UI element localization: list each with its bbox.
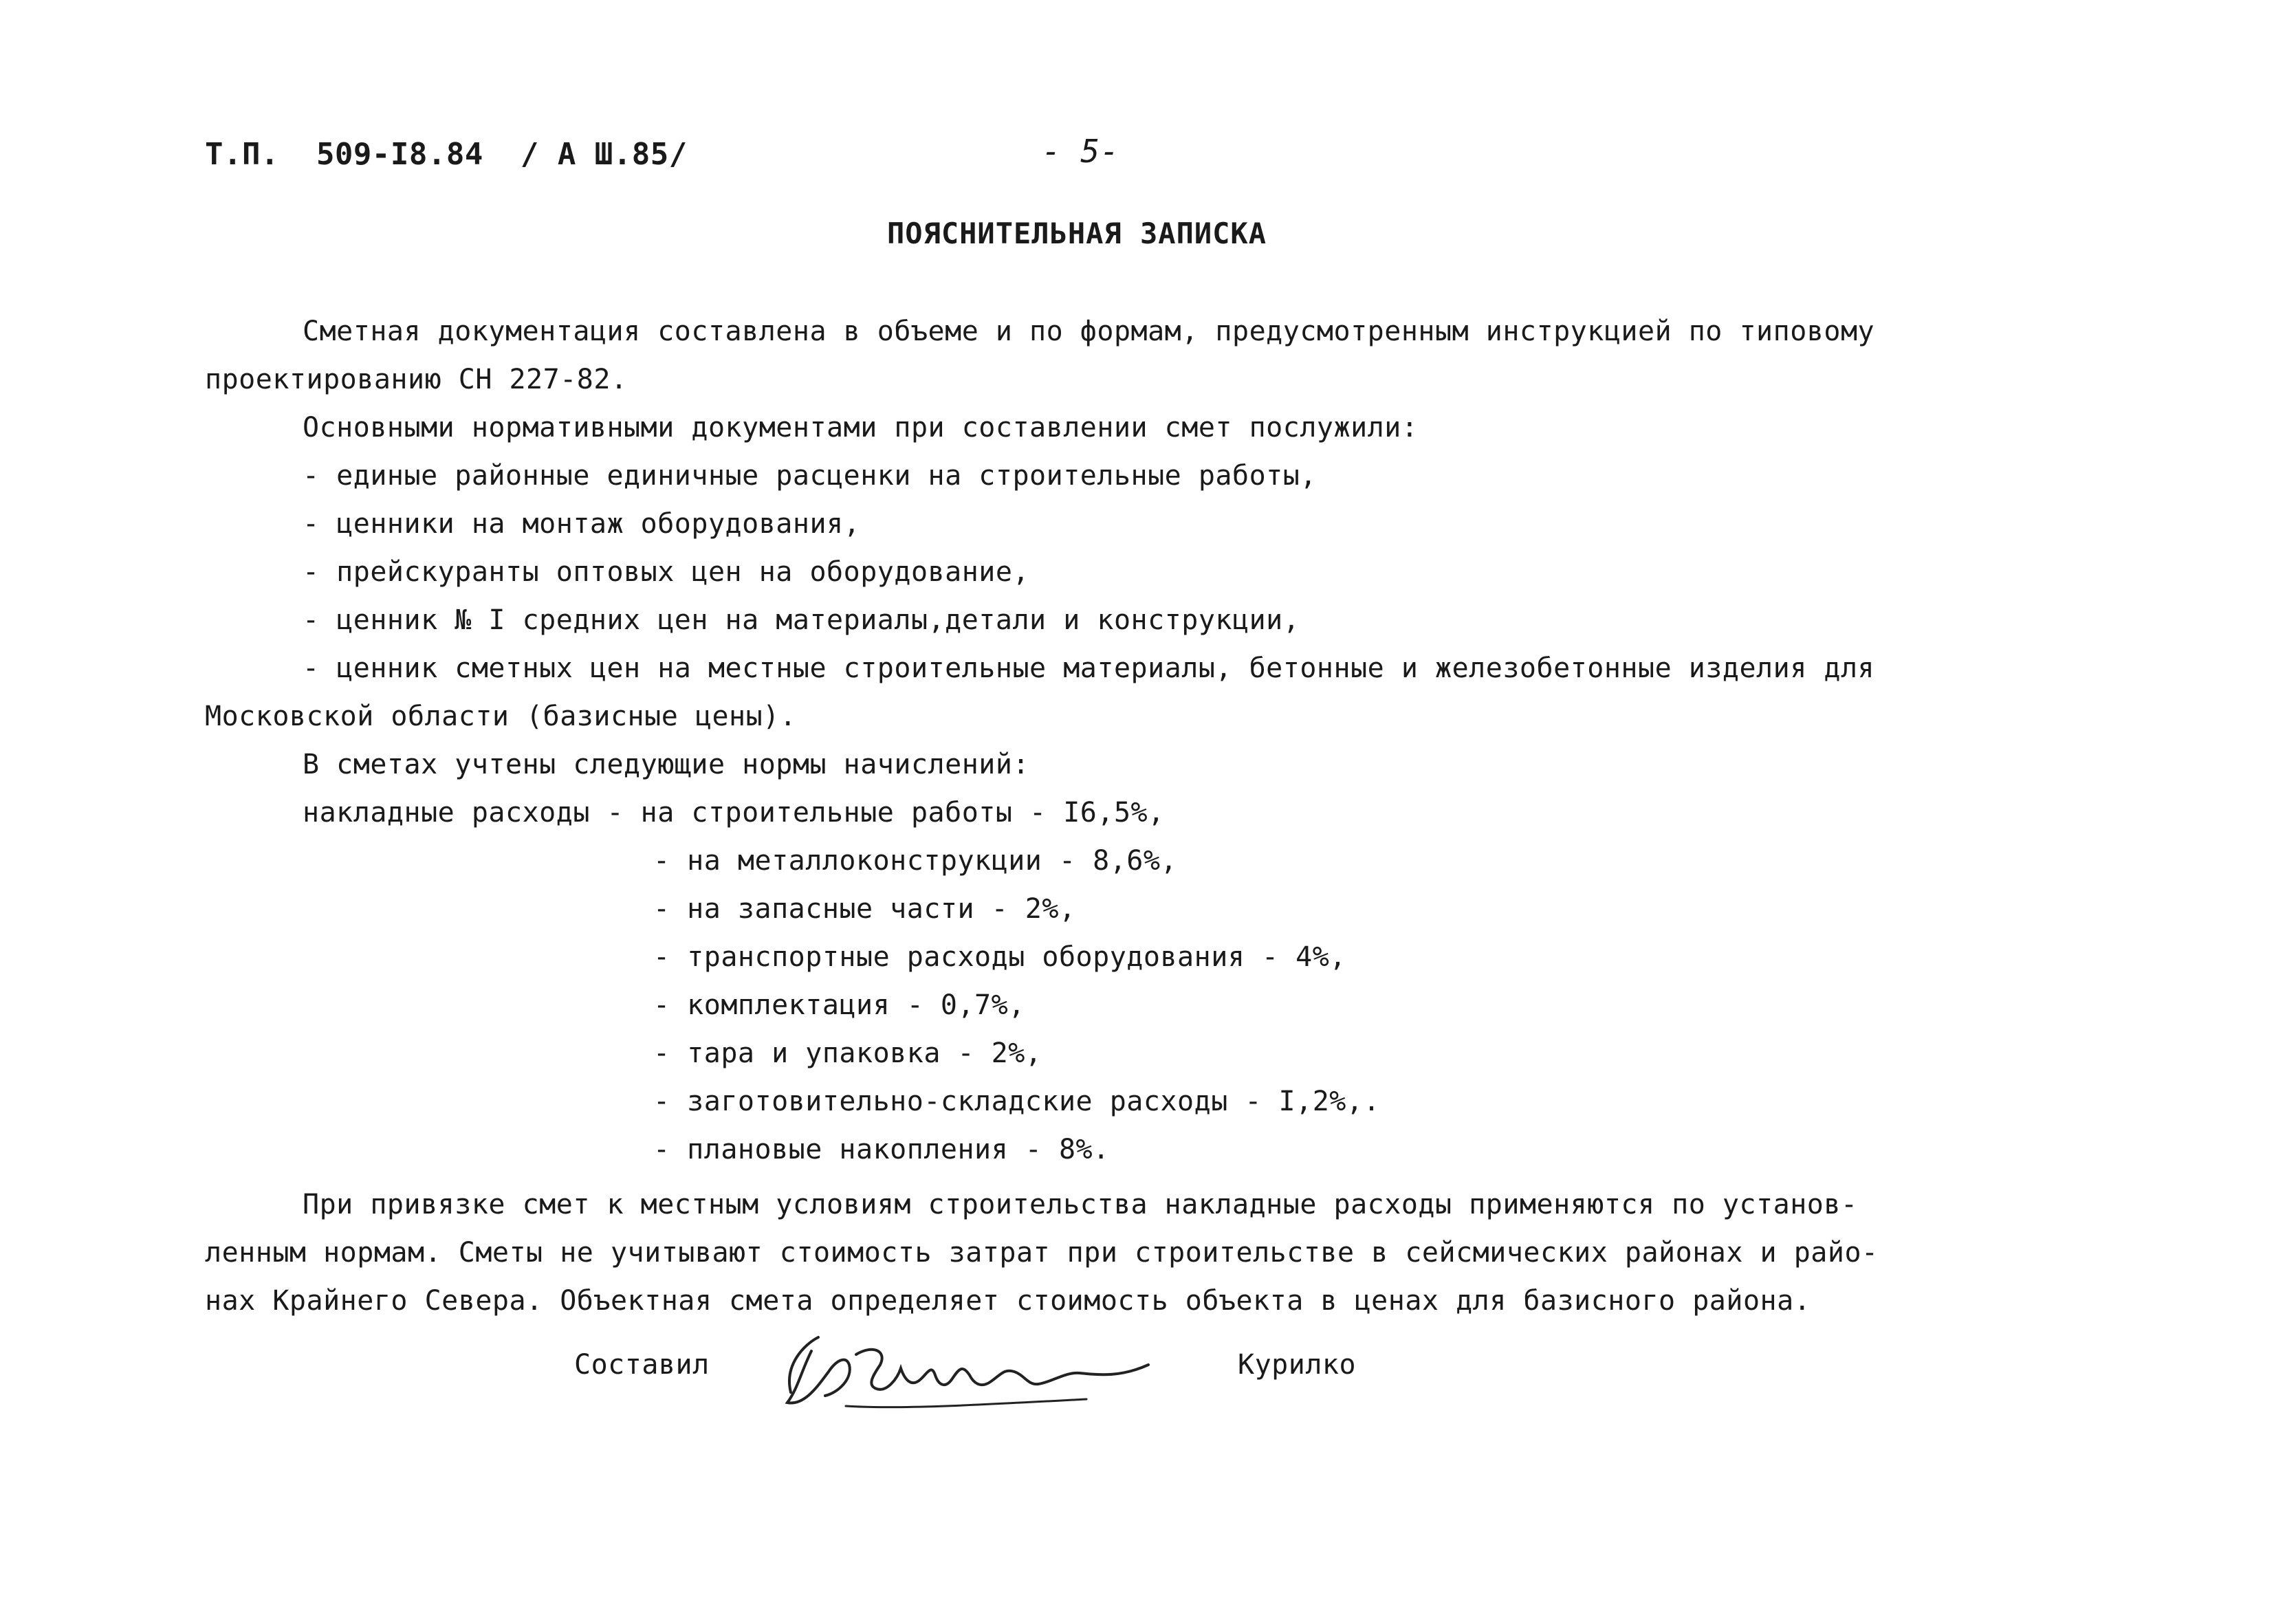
document-code: Т.П. 509-I8.84 / А Ш.85/ [205,137,688,172]
norm-item: - тара и упаковка - 2%, [653,1038,1042,1069]
norm-item: - комплектация - 0,7%, [653,989,1025,1021]
source-item: - ценник сметных цен на местные строительные материалы, бетонные и железобетонные изделия для [303,652,1875,684]
signer-name: Курилко [1238,1349,1357,1381]
source-item: Московской области (базисные цены). [205,701,797,732]
norm-item: - на запасные части - 2%, [653,893,1076,925]
source-item: - единые районные единичные расценки на строительные работы, [303,460,1317,492]
norm-item: - заготовительно-складские расходы - I,2%,. [653,1086,1381,1117]
intro-line: Сметная документация составлена в объеме и по формам, предусмотренным инструкцией по типовому [303,316,1875,347]
closing-line: При привязке смет к местным условиям строительства накладные расходы применяются по установ- [303,1189,1858,1220]
norm-item: - транспортные расходы оборудования - 4%, [653,941,1346,973]
source-item: - прейскуранты оптовых цен на оборудование, [303,556,1030,588]
sources-heading: Основными нормативными документами при составлении смет послужили: [303,412,1419,443]
source-item: - ценник № I средних цен на материалы,детали и конструкции, [303,604,1300,636]
handwritten-signature [763,1324,1162,1420]
norms-heading: В сметах учтены следующие нормы начислений: [303,749,1030,780]
page-number: - 5- [1042,133,1119,170]
page-title: ПОЯСНИТЕЛЬНАЯ ЗАПИСКА [887,217,1267,250]
closing-line: нах Крайнего Севера. Объектная смета определяет стоимость объекта в ценах для базисного района. [205,1285,1811,1317]
intro-line: проектированию СН 227-82. [205,364,628,395]
norm-item: - плановые накопления - 8%. [653,1134,1110,1165]
norm-item: - на металлоконструкции - 8,6%, [653,845,1178,877]
norm-item: накладные расходы - на строительные работы - I6,5%, [303,797,1165,829]
closing-line: ленным нормам. Сметы не учитывают стоимость затрат при строительстве в сейсмических районах и райо- [205,1237,1879,1269]
signature-label: Составил [574,1349,710,1381]
source-item: - ценники на монтаж оборудования, [303,508,861,540]
